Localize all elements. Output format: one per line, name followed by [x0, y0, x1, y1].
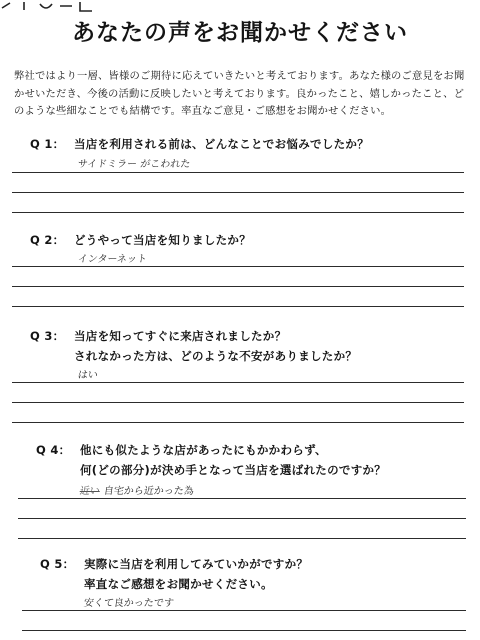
question-2-text: どうやって当店を知りましたか？: [74, 233, 251, 247]
question-1-text: 当店を利用される前は、どんなことでお悩みでしたか？: [74, 137, 369, 151]
question-5-text: 実際に当店を利用してみていかがですか？: [84, 557, 309, 571]
answer-line: [18, 538, 466, 539]
question-1-number: Q 1：: [30, 137, 65, 151]
question-4: [36, 440, 386, 480]
answer-line: [18, 498, 466, 499]
answer-line: [12, 382, 464, 383]
answer-line: [12, 266, 464, 267]
answer-line: [12, 422, 464, 423]
question-5-number: Q 5：: [40, 557, 75, 571]
question-5-text-line2: 率直なご感想をお聞かせください。: [84, 577, 273, 591]
question-5: [40, 554, 308, 594]
answer-2: インターネット: [76, 254, 148, 265]
answer-line: [22, 630, 466, 631]
answer-4: [79, 482, 195, 497]
answer-line: [22, 610, 466, 611]
answer-line: [18, 518, 466, 519]
question-1: [30, 134, 369, 154]
answer-3: はい: [76, 370, 99, 381]
question-2: [30, 230, 251, 250]
question-3-text: 当店を知ってすぐに来店されましたか？: [74, 329, 287, 343]
answer-4-struck-text: 近い: [78, 486, 101, 497]
page-title: あなたの声をお聞かせください: [72, 20, 408, 46]
answer-line: [12, 402, 464, 403]
answer-line: [12, 286, 464, 287]
answer-line: [12, 306, 464, 307]
answer-1: サイドミラー がこわれた: [76, 159, 191, 170]
answer-line: [12, 192, 464, 193]
answer-line: [12, 212, 464, 213]
intro-text: 弊社ではより一層、皆様のご期待に応えていきたいと考えております。あなた様のご意見をお聞かせいただき、今後の活動に反映したいと考えております。良かったこと、嬉しかったこと、どのような些細なことでも結構です。率直なご意見・ご感想をお聞かせください。: [14, 70, 465, 117]
question-3-number: Q 3：: [30, 329, 65, 343]
answer-4-text: 自宅から近かった為: [102, 486, 195, 497]
question-4-text-line2: 何(どの部分)が決め手となって当店を選ばれたのですか？: [80, 463, 387, 477]
question-3: [30, 326, 357, 366]
question-3-text-line2: されなかった方は、どのような不安がありましたか？: [74, 349, 358, 363]
question-4-number: Q 4：: [36, 443, 71, 457]
question-2-number: Q 2：: [30, 233, 65, 247]
answer-5: 安くて良かったです: [82, 598, 175, 609]
answer-line: [12, 172, 464, 173]
question-4-text: 他にも似たような店があったにもかかわらず、: [80, 443, 327, 457]
